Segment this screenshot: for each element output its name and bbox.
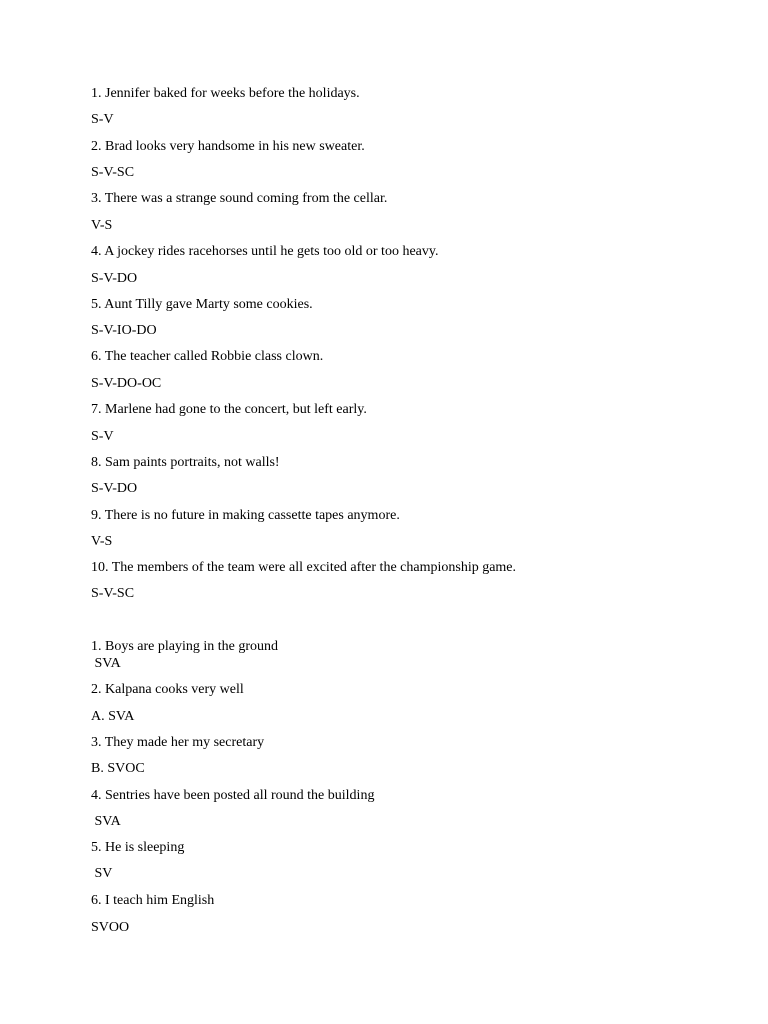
section1-pattern-7: S-V [91, 429, 114, 444]
section1-sentence-6: 6. The teacher called Robbie class clown. [91, 349, 324, 364]
section1-sentence-5: 5. Aunt Tilly gave Marty some cookies. [91, 297, 313, 312]
section1-pattern-10: S-V-SC [91, 586, 135, 601]
section1-pattern-9: V-S [91, 534, 113, 549]
section2-sentence-5: 5. He is sleeping [91, 840, 185, 855]
section1-sentence-4: 4. A jockey rides racehorses until he gets too old or too heavy. [91, 244, 439, 259]
section1-sentence-2: 2. Brad looks very handsome in his new sweater. [91, 139, 365, 154]
section1-sentence-1: 1. Jennifer baked for weeks before the holidays. [91, 86, 360, 101]
section1-sentence-3: 3. There was a strange sound coming from the cellar. [91, 191, 388, 206]
section1-pattern-5: S-V-IO-DO [91, 323, 157, 338]
section1-sentence-8: 8. Sam paints portraits, not walls! [91, 455, 280, 470]
section2-pattern-2: A. SVA [91, 709, 135, 724]
section1-pattern-1: S-V [91, 112, 114, 127]
section2-pattern-3: B. SVOC [91, 761, 145, 776]
section2-pattern-4: SVA [91, 814, 121, 829]
section1-sentence-9: 9. There is no future in making cassette tapes anymore. [91, 508, 400, 523]
section2-sentence-1: 1. Boys are playing in the ground [91, 639, 279, 654]
section2-pattern-6: SVOO [91, 920, 130, 935]
section1-pattern-3: V-S [91, 218, 113, 233]
section1-pattern-6: S-V-DO-OC [91, 376, 162, 391]
section2-sentence-2: 2. Kalpana cooks very well [91, 682, 244, 697]
section2-pattern-1: SVA [91, 656, 121, 671]
section2-sentence-4: 4. Sentries have been posted all round the building [91, 788, 375, 803]
section2-sentence-3: 3. They made her my secretary [91, 735, 265, 750]
section1-sentence-7: 7. Marlene had gone to the concert, but left early. [91, 402, 367, 417]
section1-pattern-8: S-V-DO [91, 481, 138, 496]
section1-pattern-2: S-V-SC [91, 165, 135, 180]
section2-pattern-5: SV [91, 866, 113, 881]
section1-pattern-4: S-V-DO [91, 271, 138, 286]
section1-sentence-10: 10. The members of the team were all excited after the championship game. [91, 560, 517, 575]
section2-sentence-6: 6. I teach him English [91, 893, 215, 908]
